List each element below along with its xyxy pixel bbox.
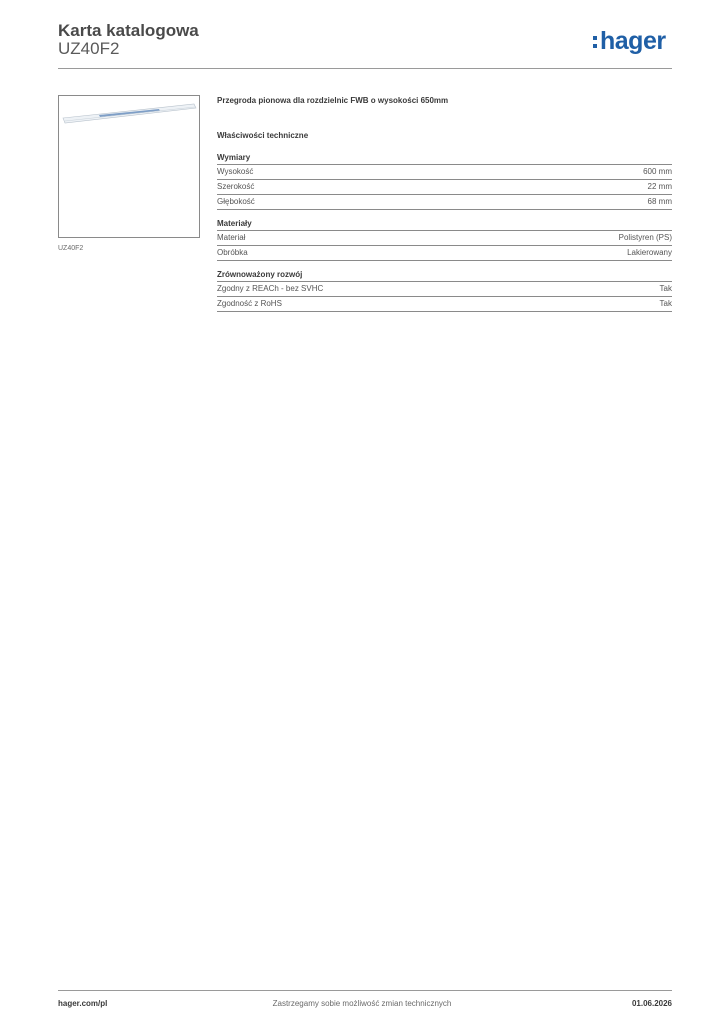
header-divider bbox=[58, 68, 672, 69]
row-label: Zgodny z REACh - bez SVHC bbox=[217, 284, 324, 293]
product-details bbox=[217, 96, 672, 321]
footer-disclaimer: Zastrzegamy sobie możliwość zmian technicznych bbox=[272, 999, 452, 1008]
partition-bar-image bbox=[59, 96, 201, 239]
group-sustainability bbox=[217, 270, 672, 312]
group-dimensions bbox=[217, 153, 672, 210]
row-label: Szerokość bbox=[217, 182, 255, 191]
page-title: Karta katalogowa bbox=[58, 21, 199, 40]
product-description: Przegroda pionowa dla rozdzielnic FWB o wysokości 650mm bbox=[217, 96, 449, 105]
table-row bbox=[217, 231, 672, 246]
row-value: 22 mm bbox=[647, 182, 672, 191]
row-value: 600 mm bbox=[643, 167, 672, 176]
footer-website-link[interactable]: hager.com/pl bbox=[58, 999, 108, 1008]
row-label: Obróbka bbox=[217, 248, 248, 257]
image-caption: UZ40F2 bbox=[58, 245, 84, 252]
row-value: Lakierowany bbox=[627, 248, 672, 257]
group-title: Materiały bbox=[217, 219, 672, 231]
row-label: Materiał bbox=[217, 233, 246, 242]
table-row bbox=[217, 282, 672, 297]
logo-text: hager bbox=[600, 27, 666, 55]
row-value: Tak bbox=[659, 284, 672, 293]
table-row bbox=[217, 246, 672, 261]
row-value: Tak bbox=[659, 299, 672, 308]
footer-divider bbox=[58, 990, 672, 991]
row-label: Wysokość bbox=[217, 167, 254, 176]
properties-title: Właściwości techniczne bbox=[217, 131, 309, 140]
row-value: Polistyren (PS) bbox=[618, 233, 672, 242]
row-label: Zgodność z RoHS bbox=[217, 299, 282, 308]
row-value: 68 mm bbox=[647, 197, 672, 206]
hager-logo[interactable] bbox=[593, 27, 666, 56]
table-row bbox=[217, 180, 672, 195]
table-row bbox=[217, 165, 672, 180]
logo-dots-icon bbox=[593, 34, 597, 50]
product-image bbox=[58, 95, 200, 238]
group-title: Wymiary bbox=[217, 153, 672, 165]
row-label: Głębokość bbox=[217, 197, 255, 206]
table-row bbox=[217, 195, 672, 210]
table-row bbox=[217, 297, 672, 312]
product-code: UZ40F2 bbox=[58, 39, 120, 58]
group-materials bbox=[217, 219, 672, 261]
footer-date: 01.06.2026 bbox=[631, 999, 672, 1008]
group-title: Zrównoważony rozwój bbox=[217, 270, 672, 282]
